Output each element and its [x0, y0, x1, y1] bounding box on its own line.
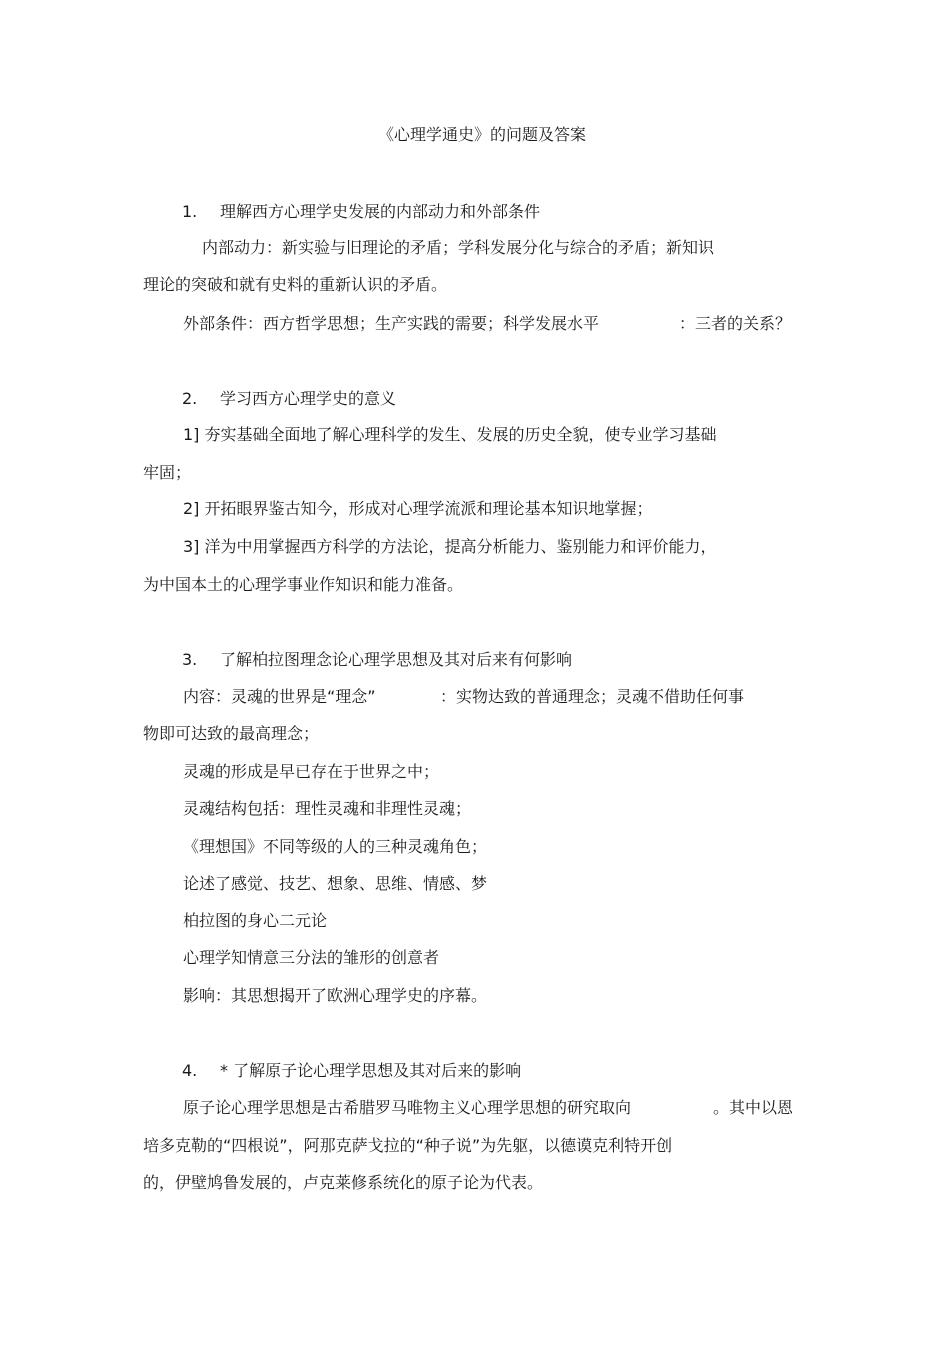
q3-heading	[182, 650, 572, 670]
q3-line-1b: ：实物达致的普通理念；灵魂不借助任何事	[440, 687, 745, 706]
q1-heading	[182, 202, 540, 222]
q3-line-7: 柏拉图的身心二元论	[183, 911, 328, 930]
q3-line-5: 《理想国》不同等级的人的三种灵魂角色；	[183, 837, 488, 856]
document-title: 《心理学通史》的问题及答案	[378, 125, 587, 144]
q1-line-3a: 外部条件：西方哲学思想；生产实践的需要；科学发展水平	[183, 314, 600, 333]
q4-number: 4.	[182, 1061, 198, 1080]
q2-line-1: 1] 夯实基础全面地了解心理科学的发生、发展的历史全貌，使专业学习基础	[183, 425, 717, 444]
q1-line-2: 理论的突破和就有史料的重新认识的矛盾。	[143, 275, 448, 294]
q4-line-1b: 。其中以恩	[713, 1098, 794, 1117]
q4-line-2: 培多克勒的“四根说”，阿那克萨戈拉的“种子说”为先躯，以德谟克利特开创	[143, 1136, 673, 1155]
q1-number: 1.	[182, 202, 198, 221]
q4-line-1a: 原子论心理学思想是古希腊罗马唯物主义心理学思想的研究取向	[183, 1098, 632, 1117]
q3-line-1a: 内容：灵魂的世界是“理念”	[183, 687, 376, 706]
q4-line-3: 的，伊壁鸠鲁发展的，卢克莱修系统化的原子论为代表。	[143, 1173, 544, 1192]
q3-line-8: 心理学知情意三分法的雏形的创意者	[183, 948, 440, 967]
q4-heading-text: * 了解原子论心理学思想及其对后来的影响	[220, 1061, 522, 1080]
q2-heading	[182, 389, 396, 409]
q1-heading-text: 理解西方心理学史发展的内部动力和外部条件	[220, 202, 541, 221]
q2-line-4: 3] 洋为中用掌握西方科学的方法论，提高分析能力、鉴别能力和评价能力，	[183, 537, 717, 556]
q2-heading-text: 学习西方心理学史的意义	[220, 389, 397, 408]
q2-line-3: 2] 开拓眼界鉴古知今，形成对心理学流派和理论基本知识地掌握；	[183, 499, 653, 518]
q3-line-9: 影响：其思想揭开了欧洲心理学史的序幕。	[183, 986, 488, 1005]
q2-number: 2.	[182, 389, 198, 408]
q2-line-2: 牢固；	[143, 463, 192, 482]
q3-line-4: 灵魂结构包括：理性灵魂和非理性灵魂；	[183, 799, 472, 818]
q1-line-3b: ：三者的关系？	[679, 314, 792, 333]
q4-heading	[182, 1061, 521, 1081]
q3-number: 3.	[182, 650, 198, 669]
q3-heading-text: 了解柏拉图理念论心理学思想及其对后来有何影响	[220, 650, 573, 669]
q3-line-6: 论述了感觉、技艺、想象、思维、情感、梦	[183, 874, 488, 893]
q3-line-3: 灵魂的形成是早已存在于世界之中；	[183, 762, 440, 781]
q1-line-1: 内部动力：新实验与旧理论的矛盾；学科发展分化与综合的矛盾；新知识	[202, 238, 715, 257]
q3-line-2: 物即可达致的最高理念；	[143, 724, 320, 743]
q2-line-5: 为中国本土的心理学事业作知识和能力准备。	[143, 575, 464, 594]
